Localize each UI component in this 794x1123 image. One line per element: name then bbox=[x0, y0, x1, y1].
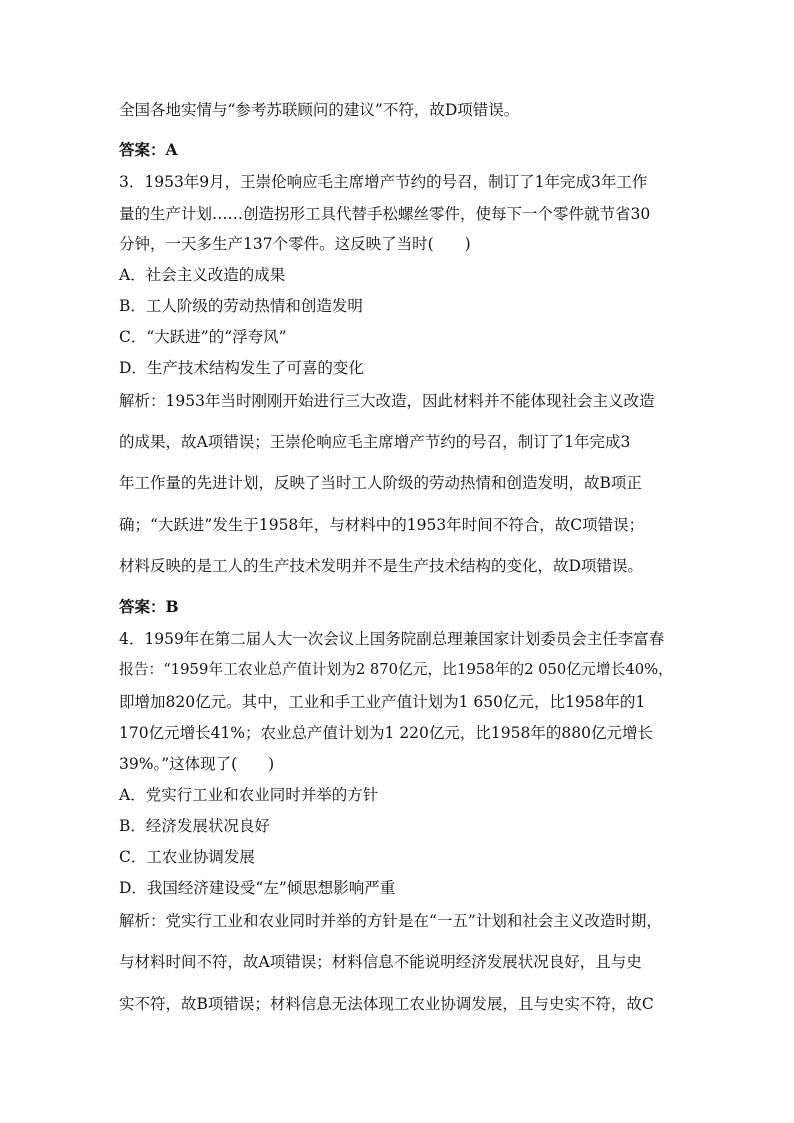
question-4-option-c: C．工农业协调发展 bbox=[119, 848, 255, 866]
explanation-line: 解析：1953年当时刚刚开始进行三大改造，因此材料并不能体现社会主义改造 bbox=[119, 392, 655, 410]
question-4-stem: 报告：“1959年工农业总产值计划为2 870亿元，比1958年的2 050亿元增长40%， bbox=[119, 661, 673, 678]
answer-label: 答案：A bbox=[119, 140, 178, 159]
question-4-stem: 39%。”这体现了( ) bbox=[119, 755, 275, 773]
question-3-option-d: D．生产技术结构发生了可喜的变化 bbox=[119, 359, 364, 377]
question-4-option-a: A．党实行工业和农业同时并举的方针 bbox=[119, 786, 379, 804]
question-3-stem: 分钟，一天多生产137个零件。这反映了当时( ) bbox=[119, 235, 471, 253]
explanation-line: 的成果，故A项错误；王崇伦响应毛主席增产节约的号召，制订了1年完成3 bbox=[119, 433, 631, 451]
text-line: 全国各地实情与“参考苏联顾问的建议”不符，故D项错误。 bbox=[119, 101, 520, 119]
answer-label: 答案：B bbox=[119, 597, 179, 616]
explanation-line: 材料反映的是工人的生产技术发明并不是生产技术结构的变化，故D项错误。 bbox=[119, 557, 643, 575]
explanation-line: 与材料时间不符，故A项错误；材料信息不能说明经济发展状况良好，且与史 bbox=[119, 953, 642, 971]
question-4-option-d: D．我国经济建设受“左”倾思想影响严重 bbox=[119, 879, 396, 897]
question-3-option-a: A．社会主义改造的成果 bbox=[119, 266, 286, 284]
explanation-line: 确；“大跃进”发生于1958年，与材料中的1953年时间不符合，故C项错误； bbox=[119, 516, 645, 534]
question-4-stem: 170亿元增长41%；农业总产值计划为1 220亿元，比1958年的880亿元增长 bbox=[119, 724, 653, 742]
explanation-line: 解析：党实行工业和农业同时并举的方针是在“一五”计划和社会主义改造时期， bbox=[119, 912, 662, 930]
question-4-stem: 4．1959年在第二届人大一次会议上国务院副总理兼国家计划委员会主任李富春 bbox=[119, 630, 665, 648]
question-3-option-b: B．工人阶级的劳动热情和创造发明 bbox=[119, 297, 363, 315]
question-4-option-b: B．经济发展状况良好 bbox=[119, 817, 270, 835]
explanation-line: 年工作量的先进计划，反映了当时工人阶级的劳动热情和创造发明，故B项正 bbox=[119, 474, 642, 492]
question-4-stem: 即增加820亿元。其中，工业和手工业产值计划为1 650亿元，比1958年的1 bbox=[119, 693, 646, 711]
question-3-option-c: C．“大跃进”的“浮夸风” bbox=[119, 328, 287, 346]
question-3-stem: 量的生产计划……创造拐形工具代替手松螺丝零件，使每下一个零件就节省30 bbox=[119, 205, 651, 223]
explanation-line: 实不符，故B项错误；材料信息无法体现工农业协调发展，且与史实不符，故C bbox=[119, 995, 654, 1013]
question-3-stem: 3．1953年9月，王崇伦响应毛主席增产节约的号召，制订了1年完成3年工作 bbox=[119, 173, 648, 191]
